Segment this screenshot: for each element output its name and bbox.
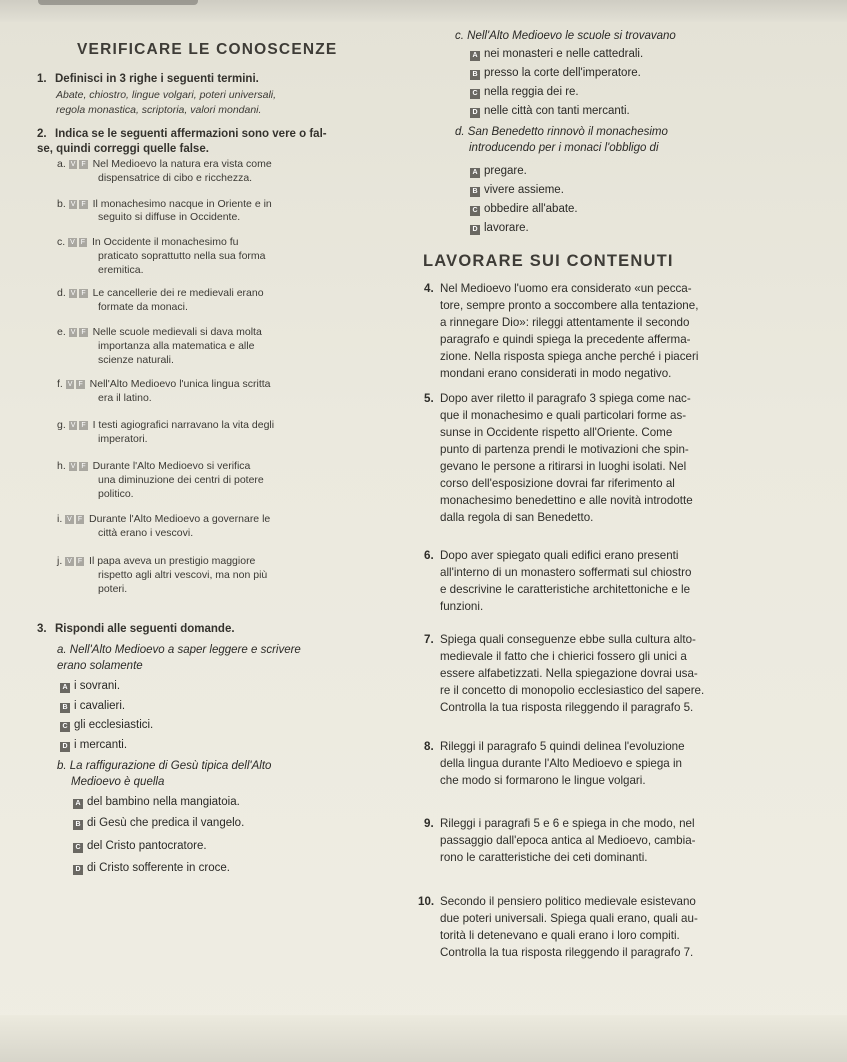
q5-line1: Dopo aver riletto il paragrafo 3 spiega come nac- [440, 392, 691, 405]
q2-item-j-line2: rispetto agli altri vescovi, ma non più [98, 569, 268, 581]
option-text: i cavalieri. [74, 700, 126, 712]
q10-line2: due poteri universali. Spiega quali erano, quali au- [440, 912, 698, 925]
false-checkbox[interactable]: F [81, 290, 86, 297]
q9-number [424, 815, 434, 832]
item-letter: h. [57, 460, 66, 472]
option-key[interactable]: D [470, 225, 480, 235]
q5-line7: monachesimo benedettino e alle novità introdotte [440, 494, 693, 507]
q4-line6: mondani erano considerati in modo negativo. [440, 367, 672, 380]
q5-line2: que il monachesimo e quali particolari forme as- [440, 409, 687, 422]
true-checkbox[interactable]: V [70, 463, 76, 470]
q3-number: 3. [37, 623, 47, 635]
true-checkbox[interactable]: V [70, 329, 76, 336]
q2-item-e [57, 325, 262, 340]
page-bottom-edge [0, 1015, 847, 1062]
q3d-option-b[interactable] [470, 182, 564, 198]
q2-item-h-line2: una diminuzione dei centri di potere [98, 474, 264, 486]
option-text: i sovrani. [74, 680, 121, 692]
option-key[interactable]: A [73, 799, 83, 809]
q3a-option-d[interactable] [60, 737, 127, 753]
false-checkbox[interactable]: F [81, 463, 86, 470]
false-checkbox[interactable]: F [81, 422, 86, 429]
q3b-question-line2: Medioevo è quella [71, 776, 165, 788]
ink-mark [38, 0, 198, 5]
q3c-option-a[interactable] [470, 46, 643, 62]
q2-item-c-line3: eremitica. [98, 264, 144, 276]
q7-line3: essere alfabetizzati. Nella spiegazione dovrai usa- [440, 667, 698, 680]
option-key[interactable]: B [470, 187, 480, 197]
option-key[interactable]: D [73, 865, 83, 875]
item-letter: f. [57, 378, 63, 390]
q3c-option-b[interactable] [470, 65, 641, 81]
q3-prompt: Rispondi alle seguenti domande. [55, 623, 235, 635]
q2-item-c-line2: praticato soprattutto nella sua forma [98, 250, 266, 262]
q1-number: 1. [37, 73, 47, 85]
q7-line2: medievale il fatto che i chierici fossero gli unici a [440, 650, 687, 663]
true-checkbox[interactable]: V [67, 516, 72, 523]
false-checkbox[interactable]: F [80, 239, 86, 246]
q9-line3: rono le caratteristiche dei ceti dominanti. [440, 851, 648, 864]
q5-line4: punto di partenza prendi le motivazioni che spin- [440, 443, 689, 456]
false-checkbox[interactable]: F [78, 381, 83, 388]
false-checkbox[interactable]: F [81, 201, 86, 208]
q4-num: 4. [424, 282, 434, 295]
true-checkbox[interactable]: V [67, 558, 72, 565]
true-checkbox[interactable]: V [70, 239, 75, 246]
item-text-line1: Nelle scuole medievali si dava molta [92, 326, 262, 338]
q9-line2: passaggio dall'epoca antica al Medioevo, cambia- [440, 834, 696, 847]
q3d-option-c[interactable] [470, 201, 578, 217]
option-key[interactable]: C [470, 206, 480, 216]
option-key[interactable]: C [470, 89, 480, 99]
item-text-line1: Nell'Alto Medioevo l'unica lingua scritta [89, 378, 271, 390]
q6-number [424, 547, 434, 564]
item-text-line1: I testi agiografici narravano la vita degli [92, 419, 275, 431]
true-checkbox[interactable]: V [70, 422, 76, 429]
q3b-option-b[interactable] [73, 815, 244, 831]
q5-line6: corso dell'esposizione dovrai far riferimento al [440, 477, 675, 490]
true-checkbox[interactable]: V [67, 381, 73, 388]
option-text: i mercanti. [74, 739, 128, 751]
q2-item-c [57, 235, 238, 250]
option-key[interactable]: C [73, 843, 83, 853]
q3a-option-a[interactable] [60, 678, 120, 694]
section-title-verificare: VERIFICARE LE CONOSCENZE [77, 41, 338, 58]
q3d-option-a[interactable] [470, 163, 527, 179]
option-key[interactable]: A [470, 51, 480, 61]
item-text-line1: Durante l'Alto Medioevo a governare le [89, 513, 271, 525]
q2-item-f-line2: era il latino. [98, 392, 152, 404]
option-text: nelle città con tanti mercanti. [484, 105, 630, 117]
q8-line2: della lingua durante l'Alto Medioevo e spiega in [440, 757, 682, 770]
false-checkbox[interactable]: F [77, 516, 83, 523]
option-text: presso la corte dell'imperatore. [484, 67, 641, 79]
option-text: di Gesù che predica il vangelo. [87, 817, 245, 829]
true-checkbox[interactable]: V [70, 290, 76, 297]
q3a-question-line2: erano solamente [57, 660, 143, 672]
q3d-question-line1: d. San Benedetto rinnovò il monachesimo [455, 126, 668, 138]
q2-item-h [57, 459, 250, 474]
item-letter: e. [57, 326, 66, 338]
item-letter: d. [57, 287, 66, 299]
item-letter: j. [57, 555, 63, 567]
q7-number [424, 631, 434, 648]
item-text-line1: Il papa aveva un prestigio maggiore [89, 555, 256, 567]
q5-line8: dalla regola di san Benedetto. [440, 511, 594, 524]
q3c-option-c[interactable] [470, 84, 579, 100]
q2-item-g-line2: imperatori. [98, 433, 148, 445]
false-checkbox[interactable]: F [81, 161, 86, 168]
q2-item-j [57, 554, 255, 569]
q10-number [418, 893, 434, 910]
item-letter: b. [57, 198, 66, 210]
q3c-question-line1: c. Nell'Alto Medioevo le scuole si trovavano [455, 30, 676, 42]
q7-line1: Spiega quali conseguenze ebbe sulla cultura alto- [440, 633, 696, 646]
q8-num: 8. [424, 740, 434, 753]
q2-item-b-line2: seguito si diffuse in Occidente. [98, 211, 241, 223]
q8-number [424, 738, 434, 755]
q1-terms-line1: Abate, chiostro, lingue volgari, poteri universali, [56, 89, 277, 101]
q4-line1: Nel Medioevo l'uomo era considerato «un pecca- [440, 282, 692, 295]
q10-line4: Controlla la tua risposta rileggendo il paragrafo 7. [440, 946, 694, 959]
q3b-option-c[interactable] [73, 838, 207, 854]
q3b-option-a[interactable] [73, 794, 240, 810]
q2-item-a [57, 157, 272, 172]
q5-number [424, 390, 434, 407]
q8-line3: che modo si formarono le lingue volgari. [440, 774, 646, 787]
q1-terms-line2: regola monastica, scriptoria, valori mondani. [56, 104, 262, 116]
option-text: gli ecclesiastici. [74, 719, 154, 731]
q2-item-f [57, 377, 271, 392]
q2-prompt-line1: Indica se le seguenti affermazioni sono vere o fal- [55, 128, 327, 140]
option-text: lavorare. [484, 222, 529, 234]
q3a-option-b[interactable] [60, 698, 125, 714]
q4-line5: zione. Nella risposta spiega anche perché i piaceri [440, 350, 699, 363]
option-key[interactable]: B [60, 703, 70, 713]
q3b-question-line1: b. La raffigurazione di Gesù tipica dell'Alto [57, 760, 272, 772]
option-text: del bambino nella mangiatoia. [87, 796, 240, 808]
q5-num: 5. [424, 392, 434, 405]
q6-line3: e descrivine le caratteristiche architettoniche e le [440, 583, 691, 596]
option-key[interactable]: B [470, 70, 480, 80]
q2-item-i [57, 512, 270, 527]
q2-prompt-line2: se, quindi correggi quelle false. [37, 143, 209, 155]
item-letter: c. [57, 236, 66, 248]
q3a-option-c[interactable] [60, 717, 153, 733]
option-text: vivere assieme. [484, 184, 564, 196]
q3b-option-d[interactable] [73, 860, 230, 876]
option-text: di Cristo sofferente in croce. [87, 862, 230, 874]
false-checkbox[interactable]: F [77, 558, 83, 565]
option-text: del Cristo pantocratore. [87, 840, 207, 852]
q4-line4: paragrafo e quindi spiega la precedente afferma- [440, 333, 691, 346]
q10-num: 10. [418, 895, 435, 908]
q2-item-d [57, 286, 264, 301]
q7-line4: re il concetto di monopolio ecclesiastico del sapere. [440, 684, 705, 697]
item-text-line1: Nel Medioevo la natura era vista come [92, 158, 272, 170]
q5-line5: gevano le persone a ritirarsi in luoghi isolati. Nel [440, 460, 687, 473]
item-text-line1: Il monachesimo nacque in Oriente e in [92, 198, 272, 210]
option-text: nella reggia dei re. [484, 86, 579, 98]
q4-line3: a rinnegare Dio»: rileggi attentamente il secondo [440, 316, 690, 329]
option-key[interactable]: D [60, 742, 70, 752]
item-text-line1: Le cancellerie dei re medievali erano [92, 287, 264, 299]
q2-item-i-line2: città erano i vescovi. [98, 527, 194, 539]
q2-item-h-line3: politico. [98, 488, 134, 500]
option-key[interactable]: C [60, 722, 70, 732]
true-checkbox[interactable]: V [70, 201, 76, 208]
item-letter: i. [57, 513, 63, 525]
q9-line1: Rileggi i paragrafi 5 e 6 e spiega in che modo, nel [440, 817, 695, 830]
section-title-lavorare: LAVORARE SUI CONTENUTI [423, 252, 674, 270]
q6-num: 6. [424, 549, 434, 562]
q7-line5: Controlla la tua risposta rileggendo il paragrafo 5. [440, 701, 694, 714]
item-text-line1: Durante l'Alto Medioevo si verifica [92, 460, 251, 472]
item-letter: g. [57, 419, 66, 431]
q2-item-d-line2: formate da monaci. [98, 301, 188, 313]
item-letter: a. [57, 158, 66, 170]
page-top-edge [0, 0, 847, 22]
true-checkbox[interactable]: V [70, 161, 76, 168]
q3d-option-d[interactable] [470, 220, 529, 236]
option-text: obbedire all'abate. [484, 203, 578, 215]
q9-num: 9. [424, 817, 434, 830]
q8-line1: Rileggi il paragrafo 5 quindi delinea l'evoluzione [440, 740, 685, 753]
item-text-line1: In Occidente il monachesimo fu [91, 236, 239, 248]
q2-item-e-line3: scienze naturali. [98, 354, 174, 366]
q6-line4: funzioni. [440, 600, 484, 613]
q2-item-a-line2: dispensatrice di cibo e ricchezza. [98, 172, 253, 184]
q2-number: 2. [37, 128, 47, 140]
option-key[interactable]: D [470, 108, 480, 118]
q1-prompt: Definisci in 3 righe i seguenti termini. [55, 73, 259, 85]
q6-line2: all'interno di un monastero soffermati sul chiostro [440, 566, 692, 579]
q4-line2: tore, sempre pronto a soccombere alla tentazione, [440, 299, 699, 312]
q3d-question-line2: introducendo per i monaci l'obbligo di [469, 142, 659, 154]
q3c-option-d[interactable] [470, 103, 630, 119]
q10-line3: torità li detenevano e quali erano i loro compiti. [440, 929, 680, 942]
q4-number [424, 280, 434, 297]
q3a-question-line1: a. Nell'Alto Medioevo a saper leggere e scrivere [57, 644, 301, 656]
option-key[interactable]: A [470, 168, 480, 178]
option-text: pregare. [484, 165, 527, 177]
option-text: nei monasteri e nelle cattedrali. [484, 48, 644, 60]
option-key[interactable]: B [73, 820, 83, 830]
q2-item-g [57, 418, 274, 433]
false-checkbox[interactable]: F [81, 329, 86, 336]
option-key[interactable]: A [60, 683, 70, 693]
q2-item-e-line2: importanza alla matematica e alle [98, 340, 255, 352]
q5-line3: sunse in Occidente rispetto all'Oriente. Come [440, 426, 673, 439]
q2-item-j-line3: poteri. [98, 583, 128, 595]
q10-line1: Secondo il pensiero politico medievale esistevano [440, 895, 696, 908]
q7-num: 7. [424, 633, 434, 646]
q6-line1: Dopo aver spiegato quali edifici erano presenti [440, 549, 679, 562]
